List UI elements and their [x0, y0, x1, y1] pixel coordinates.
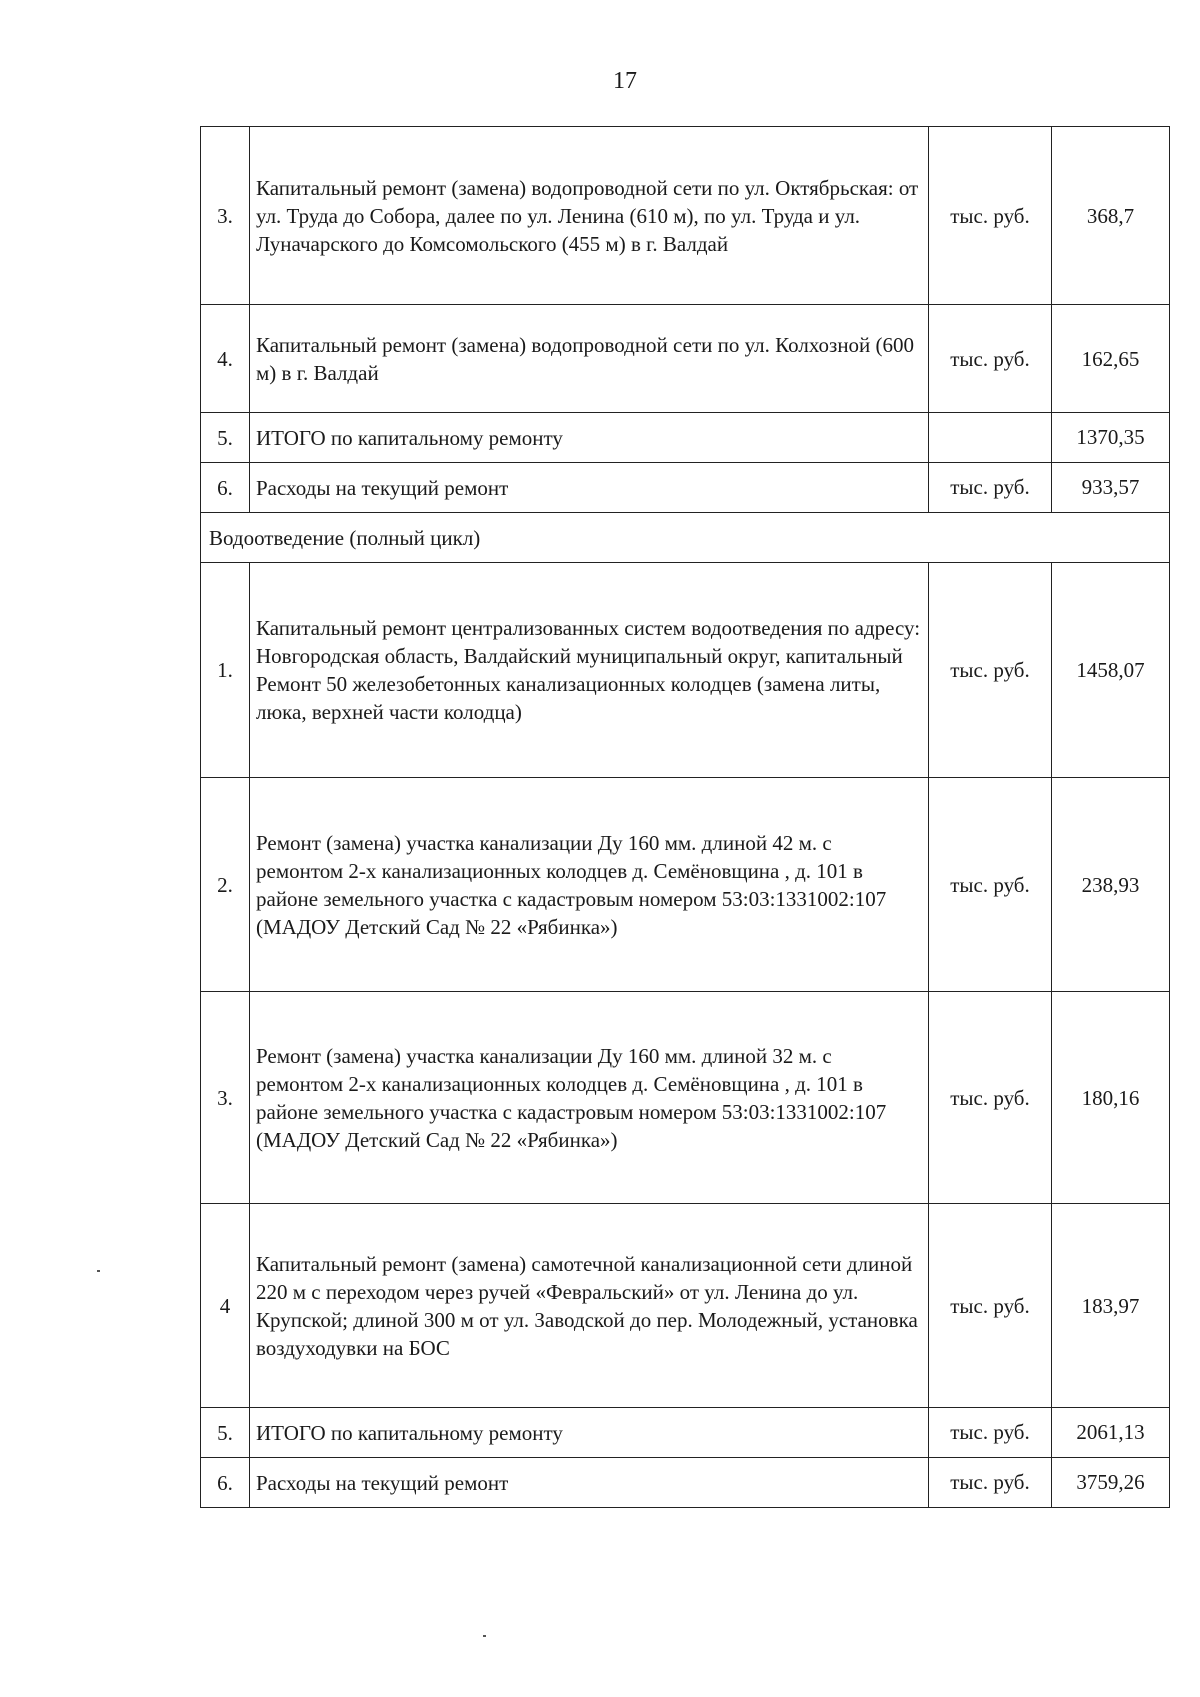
section-header-row — [201, 513, 1170, 563]
row-number: 4. — [201, 305, 250, 413]
table-row — [201, 463, 1170, 513]
row-description: Ремонт (замена) участка канализации Ду 160 мм. длиной 42 м. с ремонтом 2-х канализационных колодцев д. Семёновщина , д. 101 в районе земельного участка с кадастровым номером 53:03:1331002:107 (МАДОУ Детский Сад № 22 «Рябинка») — [250, 778, 929, 992]
row-unit: тыс. руб. — [929, 305, 1052, 413]
row-value: 162,65 — [1052, 305, 1170, 413]
row-number: 5. — [201, 1408, 250, 1458]
row-value: 1370,35 — [1052, 413, 1170, 463]
row-description: ИТОГО по капитальному ремонту — [250, 1408, 929, 1458]
row-number: 5. — [201, 413, 250, 463]
row-value: 2061,13 — [1052, 1408, 1170, 1458]
row-unit — [929, 413, 1052, 463]
row-unit: тыс. руб. — [929, 1204, 1052, 1408]
row-number: 6. — [201, 1458, 250, 1508]
row-description: Капитальный ремонт централизованных систем водоотведения по адресу: Новгородская область, Валдайский муниципальный округ, капитальный Ремонт 50 железобетонных канализационных колодцев (замена литы, люка, верхней части колодца) — [250, 563, 929, 778]
table-row-total — [201, 413, 1170, 463]
row-value: 183,97 — [1052, 1204, 1170, 1408]
row-value: 933,57 — [1052, 463, 1170, 513]
row-description: Капитальный ремонт (замена) водопроводной сети по ул. Октябрьская: от ул. Труда до Собора, далее по ул. Ленина (610 м), по ул. Труда и ул. Луначарского до Комсомольского (455 м) в г. Валдай — [250, 127, 929, 305]
table-row — [201, 305, 1170, 413]
row-description: Капитальный ремонт (замена) самотечной канализационной сети длиной 220 м с переходом через ручей «Февральский» от ул. Ленина до ул. Крупской; длиной 300 м от ул. Заводской до пер. Молодежный, установка воздуходувки на БОС — [250, 1204, 929, 1408]
row-unit: тыс. руб. — [929, 563, 1052, 778]
table-row — [201, 992, 1170, 1204]
row-number: 3. — [201, 992, 250, 1204]
row-description: Капитальный ремонт (замена) водопроводной сети по ул. Колхозной (600 м) в г. Валдай — [250, 305, 929, 413]
row-description: Ремонт (замена) участка канализации Ду 160 мм. длиной 32 м. с ремонтом 2-х канализационных колодцев д. Семёновщина , д. 101 в районе земельного участка с кадастровым номером 53:03:1331002:107 (МАДОУ Детский Сад № 22 «Рябинка») — [250, 992, 929, 1204]
row-value: 1458,07 — [1052, 563, 1170, 778]
row-unit: тыс. руб. — [929, 1458, 1052, 1508]
table-row — [201, 127, 1170, 305]
row-value: 180,16 — [1052, 992, 1170, 1204]
row-number: 1. — [201, 563, 250, 778]
cost-table — [200, 126, 1170, 1508]
row-unit: тыс. руб. — [929, 127, 1052, 305]
table-row — [201, 778, 1170, 992]
row-value: 3759,26 — [1052, 1458, 1170, 1508]
row-description: Расходы на текущий ремонт — [250, 1458, 929, 1508]
row-unit: тыс. руб. — [929, 778, 1052, 992]
row-number: 6. — [201, 463, 250, 513]
row-value: 368,7 — [1052, 127, 1170, 305]
table-row — [201, 1458, 1170, 1508]
scan-speck — [97, 1270, 100, 1272]
row-unit: тыс. руб. — [929, 992, 1052, 1204]
row-unit: тыс. руб. — [929, 463, 1052, 513]
row-description: ИТОГО по капитальному ремонту — [250, 413, 929, 463]
row-number: 3. — [201, 127, 250, 305]
page-number: 17 — [613, 68, 637, 94]
row-description: Расходы на текущий ремонт — [250, 463, 929, 513]
scan-speck — [483, 1635, 486, 1637]
table-row — [201, 563, 1170, 778]
row-value: 238,93 — [1052, 778, 1170, 992]
table-row — [201, 1204, 1170, 1408]
row-unit: тыс. руб. — [929, 1408, 1052, 1458]
row-number: 4 — [201, 1204, 250, 1408]
section-title: Водоотведение (полный цикл) — [201, 513, 1170, 563]
table-row-total — [201, 1408, 1170, 1458]
row-number: 2. — [201, 778, 250, 992]
